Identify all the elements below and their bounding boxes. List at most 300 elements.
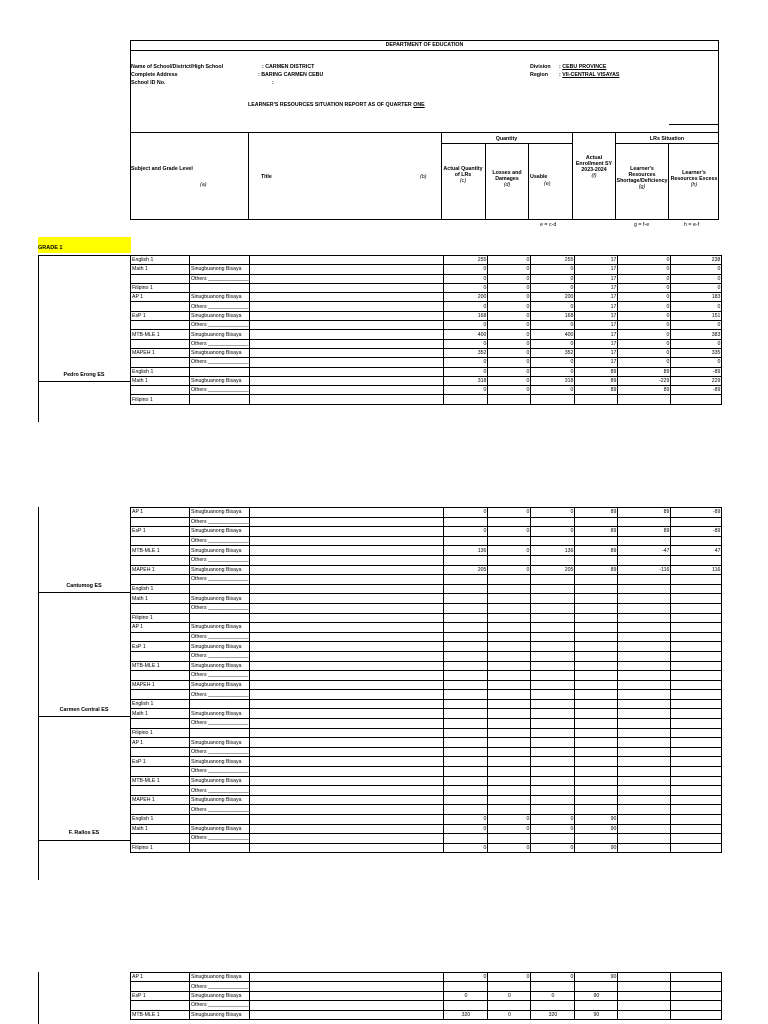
cell-value [488,719,531,729]
cell-value [671,1010,722,1019]
cell-blank [250,321,444,330]
cell-value [671,623,722,633]
cell-value [488,623,531,633]
table-row [131,632,722,642]
cell-blank [250,651,444,661]
table-row [131,805,722,815]
cell-value [618,757,671,767]
cell-subject [131,767,190,777]
data-table-page3 [130,972,722,1020]
cell-value [671,680,722,690]
cell-title: Others ______________ [191,806,249,813]
cell-value [618,824,671,834]
cell-value [531,1001,575,1010]
cell-value [531,776,575,786]
school-group-divider [38,840,130,841]
cell-value: 0 [488,274,531,283]
cell-title [190,283,250,292]
cell-value [618,517,671,527]
cell-value [488,699,531,709]
table-row [131,376,722,385]
cell-blank [250,805,444,815]
cell-title: Others ______________ [191,691,249,698]
cell-value [575,982,618,991]
cell-value [671,747,722,757]
cell-value [488,584,531,594]
cell-value: 0 [444,815,488,825]
cell-blank [250,843,444,853]
cell-value: 0 [444,302,488,311]
cell-value [531,982,575,991]
cell-subject: EsP 1 [131,311,190,320]
division-value: CEBU PROVINCE [562,64,607,70]
cell-value: 0 [444,339,488,348]
table-row [131,395,722,404]
cell-subject [131,651,190,661]
cell-title: Others ______________ [191,387,249,394]
cell-value: 17 [575,302,618,311]
report-title: LEARNER'S RESOURCES SITUATION REPORT AS OF QUARTER ONE [248,102,425,108]
cell-value [488,603,531,613]
cell-value [531,536,575,546]
cell-title: Sinugbuanong Bisaya [190,594,250,604]
cell-value [671,555,722,565]
table-row [131,991,722,1000]
cell-title [190,395,250,404]
cell-blank [250,680,444,690]
region-value: VII-CENTRAL VISAYAS [562,72,620,78]
cell-value [618,536,671,546]
cell-value: -89 [671,386,722,395]
col-actual-qty-header: Actual Quantity of LRs (c) [443,166,483,184]
cell-value [671,776,722,786]
cell-blank [250,776,444,786]
cell-value [671,671,722,681]
school-name: F. Rallos ES [68,830,100,836]
cell-value: 47 [671,546,722,556]
cell-title: Sinugbuanong Bisaya [190,709,250,719]
cell-subject: MTB-MLE 1 [131,776,190,786]
cell-subject: Filipino 1 [131,843,190,853]
cell-value: 352 [444,348,488,357]
cell-title [190,256,250,265]
table-row [131,824,722,834]
cell-value: 0 [671,358,722,367]
cell-value [575,728,618,738]
cell-subject [131,1001,190,1010]
school-group-line [38,972,39,1024]
cell-subject: MAPEH 1 [131,348,190,357]
cell-value: 0 [488,1010,531,1019]
cell-value [444,555,488,565]
col-title-tag: (b) [420,174,427,180]
cell-value [531,632,575,642]
quarter-value: ONE [413,102,425,108]
cell-value [531,738,575,748]
cell-value: 89 [618,367,671,376]
cell-value [531,395,575,404]
cell-value [671,786,722,796]
cell-title: Sinugbuanong Bisaya [190,642,250,652]
school-group-divider [38,381,130,382]
cell-value [531,805,575,815]
cell-value: 17 [575,274,618,283]
cell-title: Others ______________ [191,605,249,612]
table-row [131,603,722,613]
cell-value: 17 [575,293,618,302]
cell-value: 89 [575,546,618,556]
grade-label: GRADE 1 [38,237,131,253]
cell-value: 0 [488,824,531,834]
department-title: DEPARTMENT OF EDUCATION [385,42,464,48]
cell-value [575,661,618,671]
cell-blank [250,603,444,613]
cell-title: Sinugbuanong Bisaya [190,330,250,339]
cell-title: Sinugbuanong Bisaya [190,565,250,575]
cell-title: Sinugbuanong Bisaya [190,661,250,671]
cell-blank [250,613,444,623]
table-row [131,536,722,546]
cell-value: 255 [531,256,575,265]
cell-value: 335 [671,348,722,357]
cell-value: 229 [671,376,722,385]
table-row [131,565,722,575]
cell-subject [131,302,190,311]
cell-subject: AP 1 [131,738,190,748]
cell-value [671,824,722,834]
cell-blank [250,671,444,681]
cell-value [531,594,575,604]
cell-blank [250,719,444,729]
cell-subject [131,321,190,330]
cell-value [531,757,575,767]
cell-value [618,632,671,642]
cell-value [444,603,488,613]
cell-value [671,982,722,991]
cell-value: 0 [531,283,575,292]
table-row [131,767,722,777]
school-name: Pedro Erong ES [63,372,105,378]
cell-title: Sinugbuanong Bisaya [190,527,250,537]
cell-value [444,536,488,546]
cell-value [575,575,618,585]
col-usable-tag: (e) [544,181,551,187]
cell-value: 0 [531,339,575,348]
cell-value: 383 [671,330,722,339]
cell-blank [250,991,444,1000]
table-row [131,709,722,719]
cell-subject: Math 1 [131,265,190,274]
cell-value: 0 [488,527,531,537]
school-group-line [38,255,39,422]
cell-subject: Math 1 [131,376,190,385]
school-label: Name of School/District/High School [131,64,224,70]
table-row [131,584,722,594]
cell-value: 0 [531,991,575,1000]
table-row [131,623,722,633]
cell-value [444,680,488,690]
cell-blank [250,661,444,671]
cell-value: 0 [488,348,531,357]
cell-value [575,517,618,527]
cell-value [575,555,618,565]
cell-value: 0 [618,339,671,348]
cell-value: 0 [444,508,488,518]
cell-value [531,834,575,844]
cell-value [444,738,488,748]
cell-value [671,757,722,767]
cell-value: 0 [444,367,488,376]
cell-value: 0 [488,339,531,348]
cell-value [618,767,671,777]
address-value: : BARING CARMEN CEBU [258,72,324,78]
cell-value: 89 [575,508,618,518]
cell-blank [250,376,444,385]
cell-value: 0 [488,311,531,320]
table-row [131,843,722,853]
cell-value [618,982,671,991]
table-row [131,527,722,537]
cell-value: 17 [575,311,618,320]
col-enrollment-header: Actual Enrollment SY 2023-2024 (f) [575,155,613,179]
cell-value [488,661,531,671]
cell-value [444,613,488,623]
cell-title: Others ______________ [191,322,249,329]
cell-value: -89 [671,527,722,537]
cell-value [618,671,671,681]
cell-value [618,661,671,671]
cell-value [488,747,531,757]
cell-value: 0 [488,302,531,311]
cell-value: 89 [618,508,671,518]
cell-title: Others ______________ [191,749,249,756]
col-subject-tag: (a) [200,182,207,188]
cell-value [531,584,575,594]
cell-value [618,1010,671,1019]
cell-blank [250,330,444,339]
cell-value [671,815,722,825]
cell-value [575,767,618,777]
cell-value [444,719,488,729]
cell-value [618,719,671,729]
cell-value: 89 [575,386,618,395]
cell-value [671,661,722,671]
col-excess-header: Learner's Resources Excess (h) [670,170,718,188]
cell-title: Others ______________ [191,1002,249,1009]
table-row [131,283,722,292]
cell-value [488,738,531,748]
cell-title [190,613,250,623]
cell-value: 352 [531,348,575,357]
table-row [131,348,722,357]
cell-value: 0 [488,330,531,339]
cell-title: Others ______________ [191,835,249,842]
cell-value: 320 [444,1010,488,1019]
formula-e: e = c-d [540,222,557,228]
cell-blank [250,815,444,825]
table-row [131,795,722,805]
cell-blank [250,786,444,796]
cell-value: 116 [671,565,722,575]
cell-subject: AP 1 [131,508,190,518]
cell-blank [250,973,444,982]
colhead-top [130,132,719,133]
cell-title: Sinugbuanong Bisaya [190,973,250,982]
cell-value: 0 [618,348,671,357]
cell-value: 0 [488,386,531,395]
cell-value: 0 [671,321,722,330]
table-row [131,546,722,556]
cell-value [531,767,575,777]
cell-value [444,834,488,844]
cell-subject [131,786,190,796]
cell-title [190,843,250,853]
cell-value: 255 [444,256,488,265]
cell-value: 17 [575,321,618,330]
cell-value [488,632,531,642]
cell-title: Sinugbuanong Bisaya [190,376,250,385]
situation-rule [615,143,719,144]
cell-value [531,603,575,613]
cell-value: 0 [488,376,531,385]
cell-title: Sinugbuanong Bisaya [190,293,250,302]
cell-title: Sinugbuanong Bisaya [190,311,250,320]
cell-subject: Filipino 1 [131,283,190,292]
cell-value [488,395,531,404]
table-row [131,256,722,265]
cell-value [671,834,722,844]
cell-value [531,709,575,719]
cell-value: 0 [444,991,488,1000]
cell-value: 17 [575,339,618,348]
cell-title: Others ______________ [191,359,249,366]
cell-value: 0 [618,293,671,302]
cell-subject: Filipino 1 [131,613,190,623]
cell-title: Others ______________ [191,720,249,727]
cell-title: Others ______________ [191,787,249,794]
cell-value [671,767,722,777]
cell-value: 90 [575,973,618,982]
cell-value: 0 [488,293,531,302]
cell-title: Sinugbuanong Bisaya [190,1010,250,1019]
cell-value [671,973,722,982]
region-label: Region [530,72,548,78]
table-row [131,302,722,311]
cell-value: 0 [618,330,671,339]
cell-title: Sinugbuanong Bisaya [190,348,250,357]
cell-value [575,623,618,633]
cell-value [488,555,531,565]
cell-value [618,642,671,652]
table-row [131,386,722,395]
table-row [131,367,722,376]
cell-value [575,642,618,652]
cell-value [575,680,618,690]
cell-value [618,805,671,815]
cell-value [444,786,488,796]
cell-value: 0 [531,843,575,853]
cell-subject [131,555,190,565]
cell-value [531,699,575,709]
cell-subject: Math 1 [131,824,190,834]
cell-title [190,367,250,376]
cell-value [488,795,531,805]
cell-value: 0 [618,311,671,320]
cell-value: 318 [444,376,488,385]
cell-blank [250,527,444,537]
cell-value [575,584,618,594]
cell-value: 0 [488,283,531,292]
table-row [131,690,722,700]
cell-value [671,395,722,404]
cell-value [575,613,618,623]
cell-blank [250,1001,444,1010]
cell-blank [250,690,444,700]
col-shortage-header: Learner's Resources Shortage/Deficiency (g) [616,166,668,190]
cell-value [575,738,618,748]
cell-value [618,623,671,633]
cell-value: 89 [618,386,671,395]
cell-value: 0 [488,973,531,982]
cell-title: Sinugbuanong Bisaya [190,738,250,748]
cell-value: 168 [531,311,575,320]
cell-subject [131,690,190,700]
table-row [131,358,722,367]
cell-title [190,815,250,825]
cell-value: 136 [531,546,575,556]
cell-value: 0 [618,274,671,283]
cell-blank [250,265,444,274]
cell-title: Others ______________ [191,518,249,525]
cell-value [671,536,722,546]
cell-value [671,991,722,1000]
cell-value: 0 [531,386,575,395]
cell-value: 0 [444,386,488,395]
cell-value: 183 [671,293,722,302]
cell-value [671,575,722,585]
cell-value: -47 [618,546,671,556]
cell-value [444,805,488,815]
cell-value [444,642,488,652]
cell-value [444,623,488,633]
cell-value: 0 [488,367,531,376]
cell-value [444,767,488,777]
cell-blank [250,311,444,320]
table-row [131,311,722,320]
col-usable-header: Usable [530,174,548,180]
cell-blank [250,565,444,575]
cell-blank [250,584,444,594]
cell-blank [250,982,444,991]
cell-value: 0 [444,283,488,292]
cell-value [444,517,488,527]
cell-title: Others ______________ [191,768,249,775]
cell-subject: EsP 1 [131,757,190,767]
cell-value: 90 [575,824,618,834]
cell-subject: English 1 [131,256,190,265]
cell-blank [250,728,444,738]
cell-title: Others ______________ [191,303,249,310]
cell-value [444,395,488,404]
cell-value [575,757,618,767]
cell-title [190,699,250,709]
cell-value [444,1001,488,1010]
cell-value [575,603,618,613]
cell-value [618,690,671,700]
cell-title: Others ______________ [191,340,249,347]
cell-subject: MTB-MLE 1 [131,661,190,671]
cell-title: Sinugbuanong Bisaya [190,776,250,786]
